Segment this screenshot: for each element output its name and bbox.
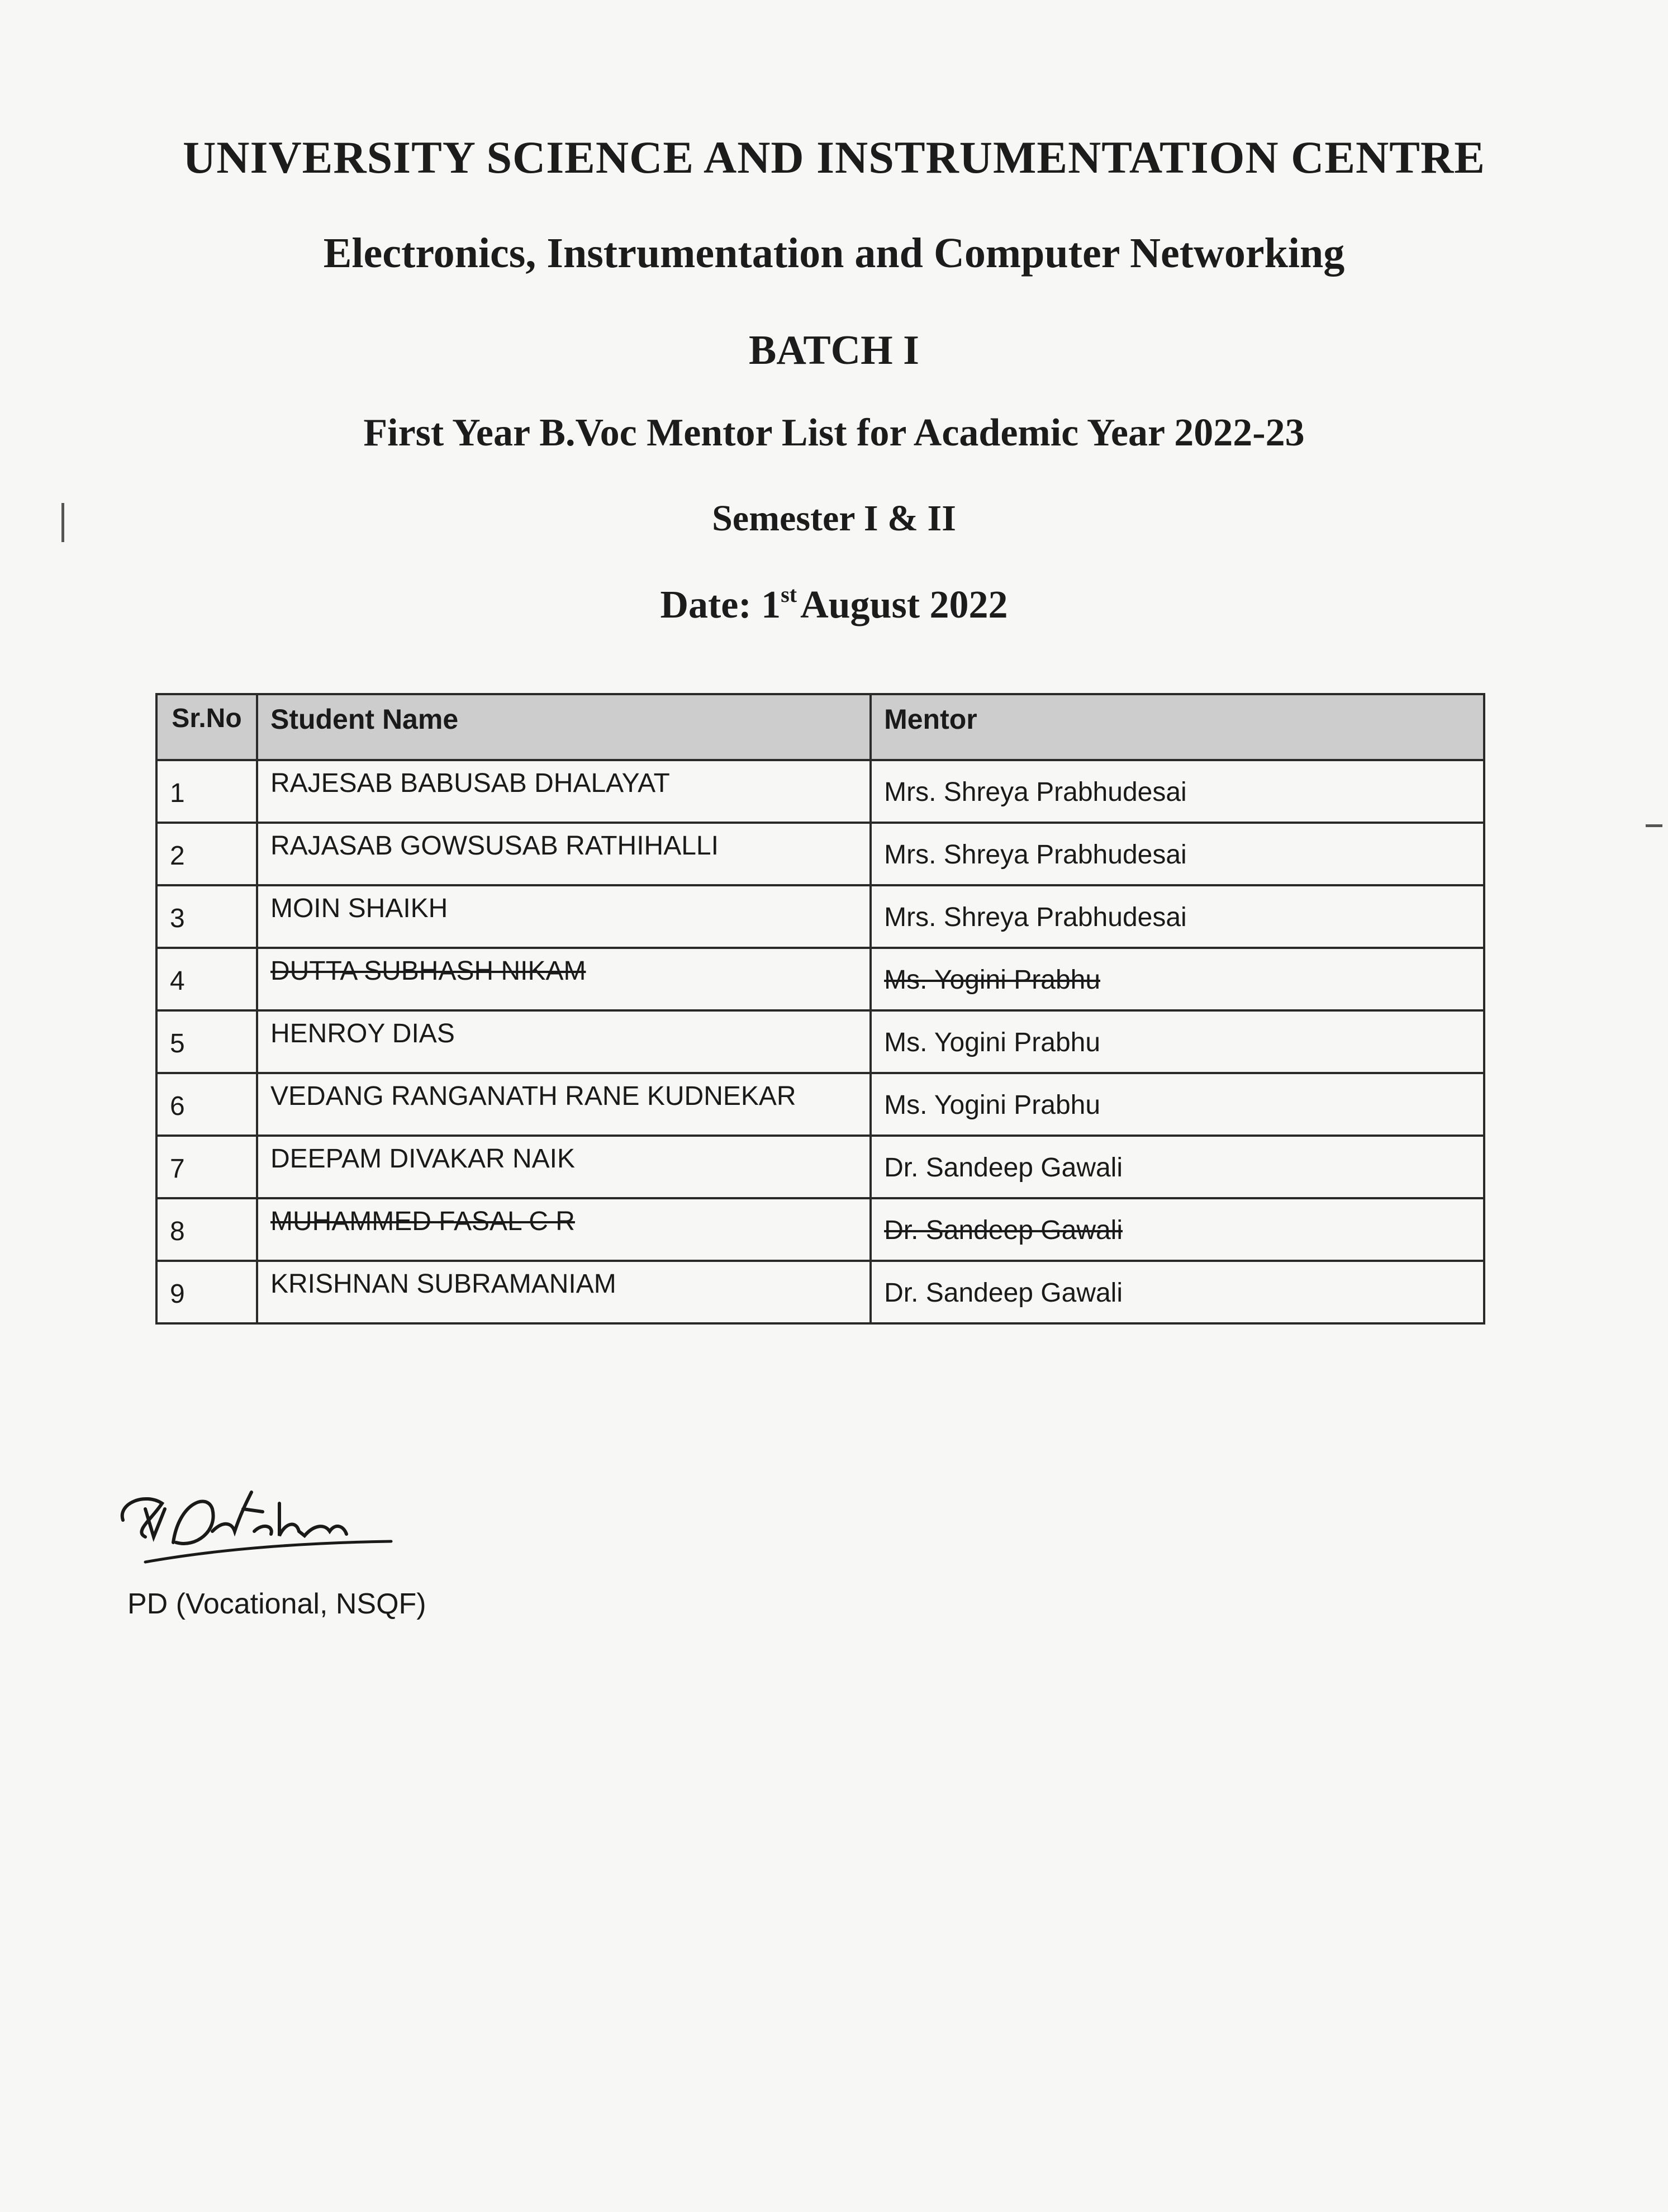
- student-name: MOIN SHAIKH: [270, 894, 448, 923]
- header-student-name: Student Name: [257, 694, 871, 760]
- sr-no-cell: 8: [156, 1198, 257, 1261]
- mentor-cell: [871, 1073, 1484, 1136]
- sr-no-cell: 5: [156, 1010, 257, 1073]
- mentor-cell: [871, 1261, 1484, 1323]
- mentor-cell: [871, 1010, 1484, 1073]
- mentor-cell: [871, 760, 1484, 823]
- semester-heading: Semester I & II: [712, 498, 956, 539]
- mentor-name: Ms. Yogini Prabhu: [884, 1090, 1101, 1120]
- scan-edge-mark: [61, 503, 64, 542]
- mentor-cell: [871, 948, 1484, 1010]
- table-row: [156, 1198, 1484, 1261]
- signatory-title: PD (Vocational, NSQF): [127, 1588, 426, 1620]
- table-row: [156, 1010, 1484, 1073]
- table-row: [156, 1261, 1484, 1323]
- student-name-cell: [257, 1073, 871, 1136]
- sr-no-cell: 7: [156, 1136, 257, 1198]
- sr-no-cell: 1: [156, 760, 257, 823]
- student-name: DEEPAM DIVAKAR NAIK: [270, 1144, 575, 1174]
- mentor-name: Ms. Yogini Prabhu: [884, 965, 1101, 995]
- date-prefix: Date: 1: [660, 583, 781, 626]
- sr-no-cell: 3: [156, 885, 257, 948]
- sr-no-cell: 9: [156, 1261, 257, 1323]
- scan-edge-mark: [1646, 824, 1662, 827]
- table-row: [156, 1136, 1484, 1198]
- date-rest: August 2022: [800, 583, 1008, 626]
- header-mentor: Mentor: [871, 694, 1484, 760]
- header-sr-no: Sr.No: [156, 694, 257, 760]
- mentor-name: Ms. Yogini Prabhu: [884, 1028, 1101, 1057]
- student-name-cell: [257, 1198, 871, 1261]
- mentor-table: [155, 693, 1485, 1325]
- list-title: First Year B.Voc Mentor List for Academic Year 2022-23: [363, 411, 1305, 454]
- student-name-cell: [257, 1261, 871, 1323]
- sr-no-cell: 2: [156, 823, 257, 885]
- table-row: [156, 1073, 1484, 1136]
- student-name-cell: [257, 823, 871, 885]
- mentor-name: Dr. Sandeep Gawali: [884, 1278, 1123, 1308]
- mentor-name: Dr. Sandeep Gawali: [884, 1153, 1123, 1183]
- student-name-cell: [257, 948, 871, 1010]
- table-row: [156, 823, 1484, 885]
- student-name: RAJASAB GOWSUSAB RATHIHALLI: [270, 831, 719, 861]
- student-name: KRISHNAN SUBRAMANIAM: [270, 1269, 616, 1299]
- student-name-cell: [257, 760, 871, 823]
- institution-heading: UNIVERSITY SCIENCE AND INSTRUMENTATION CENTRE: [183, 132, 1485, 183]
- mentor-cell: [871, 885, 1484, 948]
- table-row: [156, 760, 1484, 823]
- student-name: DUTTA SUBHASH NIKAM: [270, 956, 586, 986]
- mentor-name: Mrs. Shreya Prabhudesai: [884, 840, 1187, 870]
- student-name: MUHAMMED FASAL C R: [270, 1207, 575, 1236]
- batch-heading: BATCH I: [749, 327, 919, 373]
- student-name: HENROY DIAS: [270, 1019, 455, 1048]
- mentor-name: Mrs. Shreya Prabhudesai: [884, 903, 1187, 932]
- date-ordinal-suffix: st: [781, 582, 797, 607]
- mentor-name: Mrs. Shreya Prabhudesai: [884, 777, 1187, 807]
- mentor-name: Dr. Sandeep Gawali: [884, 1216, 1123, 1245]
- mentor-cell: [871, 1198, 1484, 1261]
- mentor-cell: [871, 1136, 1484, 1198]
- department-heading: Electronics, Instrumentation and Computer Networking: [323, 230, 1345, 277]
- student-name: RAJESAB BABUSAB DHALAYAT: [270, 768, 670, 798]
- student-name: VEDANG RANGANATH RANE KUDNEKAR: [270, 1081, 796, 1111]
- signature-image: [112, 1470, 402, 1582]
- table-body: [156, 760, 1484, 1323]
- date-line: [0, 581, 1668, 628]
- sr-no-cell: 6: [156, 1073, 257, 1136]
- student-name-cell: [257, 885, 871, 948]
- mentor-cell: [871, 823, 1484, 885]
- table-header-row: [156, 694, 1484, 760]
- student-name-cell: [257, 1010, 871, 1073]
- table-row: [156, 885, 1484, 948]
- sr-no-cell: 4: [156, 948, 257, 1010]
- table-row: [156, 948, 1484, 1010]
- student-name-cell: [257, 1136, 871, 1198]
